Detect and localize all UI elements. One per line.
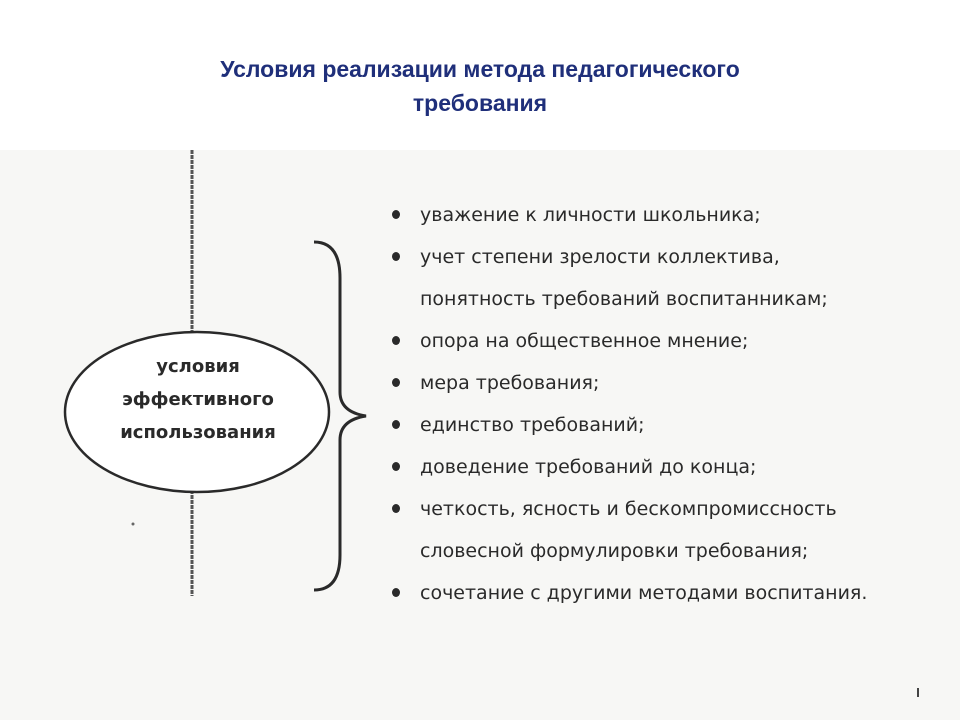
bullet-icon — [392, 462, 400, 471]
oval-label-line-1: условия — [156, 356, 240, 377]
list-item — [390, 572, 955, 614]
list-item-text: единство требований; — [420, 414, 645, 436]
bullet-icon — [392, 504, 400, 513]
list-item-text: четкость, ясность и бескомпромиссность — [420, 498, 837, 520]
bullet-icon — [392, 420, 400, 429]
list-item — [390, 404, 955, 446]
title-line-1: Условия реализации метода педагогического — [220, 56, 740, 82]
list-item-text: уважение к личности школьника; — [420, 204, 761, 226]
oval-label — [98, 350, 298, 449]
list-item-text: мера требования; — [420, 372, 600, 394]
list-item — [390, 446, 955, 488]
list-item — [390, 236, 955, 320]
bullet-icon — [392, 252, 400, 261]
scan-speck — [132, 523, 135, 526]
bullet-icon — [392, 210, 400, 219]
list-item — [390, 362, 955, 404]
list-item-text: доведение требований до конца; — [420, 456, 757, 478]
list-item-text: сочетание с другими методами воспитания. — [420, 582, 868, 604]
list-item — [390, 194, 955, 236]
bullet-icon — [392, 588, 400, 597]
bullet-icon — [392, 336, 400, 345]
list-item-text-continuation: понятность требований воспитанникам; — [420, 288, 828, 310]
list-item-text: учет степени зрелости коллектива, — [420, 246, 780, 268]
list-item — [390, 488, 955, 572]
conditions-list — [390, 194, 955, 614]
oval-label-line-3: использования — [120, 422, 276, 443]
bullet-icon — [392, 378, 400, 387]
title-line-2: требования — [412, 90, 548, 116]
list-item-text-continuation: словесной формулировки требования; — [420, 540, 809, 562]
list-item-text: опора на общественное мнение; — [420, 330, 749, 352]
oval-label-line-2: эффективного — [122, 389, 274, 410]
list-item — [390, 320, 955, 362]
